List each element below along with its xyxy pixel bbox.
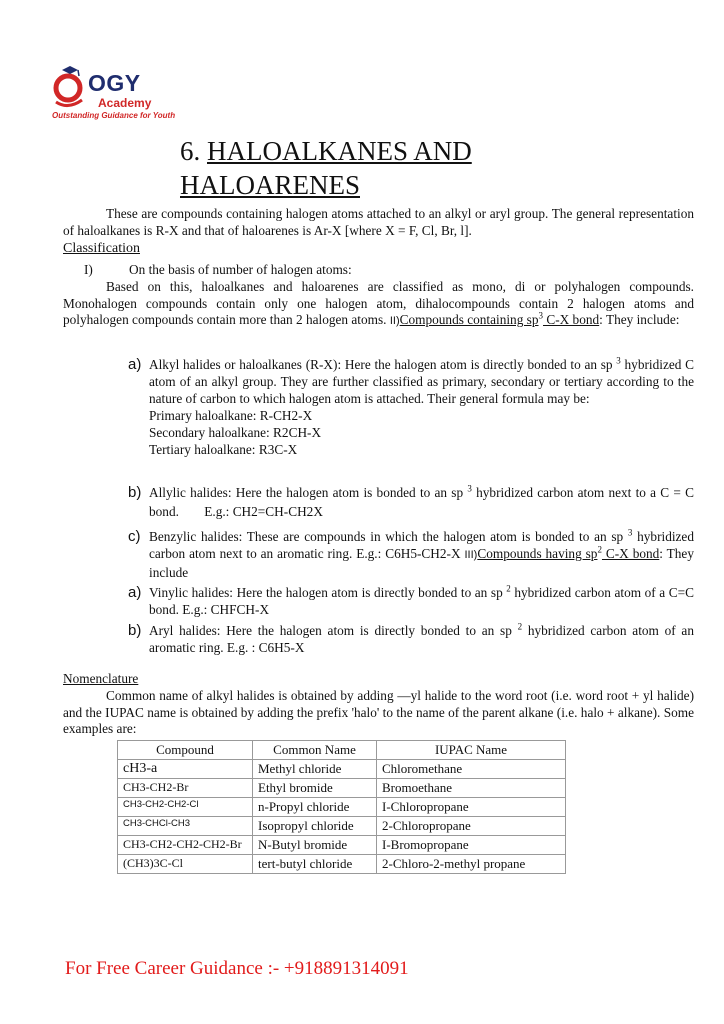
item-sup: 3: [616, 355, 621, 366]
chapter-number: 6.: [180, 136, 207, 166]
chapter-title-line1: HALOALKANES AND: [207, 136, 472, 166]
cell-common-name: Isopropyl chloride: [253, 817, 377, 836]
logo-sub: Academy: [98, 96, 152, 110]
cell-iupac-name: Bromoethane: [377, 779, 566, 798]
item-text-a: Benzylic halides: These are compounds in which the halogen atom is bonded to an sp: [149, 529, 628, 544]
item-label: b): [128, 622, 142, 639]
career-guidance-footer: For Free Career Guidance :- +918891314091: [65, 958, 409, 979]
cell-iupac-name: 2-Chloro-2-methyl propane: [377, 855, 566, 874]
cell-compound: CH3-CH2-Br: [118, 779, 253, 798]
table-row: [118, 779, 566, 798]
table-row: [118, 798, 566, 817]
col-header-compound: Compound: [118, 741, 253, 760]
intro-paragraph: These are compounds containing halogen atoms attached to an alkyl or aryl group. The general representation of haloalkanes is R-X and that of haloarenes is Ar-X [where X = F, Cl, Br, l].: [63, 206, 694, 238]
sp3-item-a: [128, 356, 694, 458]
formula-tertiary: Tertiary haloalkane: R3C-X: [149, 442, 298, 457]
point-1-label: I): [84, 262, 93, 277]
cell-compound: CH3-CH2-CH2-CH2-Br: [118, 836, 253, 855]
item-text-a: Aryl halides: Here the halogen atom is directly bonded to an sp: [149, 623, 518, 638]
cell-common-name: N-Butyl bromide: [253, 836, 377, 855]
cell-compound: CH3-CHCl-CH3: [118, 817, 253, 836]
item-sup: 3: [467, 483, 472, 494]
sp2-item-a: [128, 584, 694, 618]
classification-paragraph: [63, 279, 694, 330]
point-3-heading-a: Compounds having sp: [477, 546, 598, 561]
item-text-b: hybridized carbon atom next to a C = C bond.: [149, 485, 695, 519]
cell-iupac-name: I-Chloropropane: [377, 798, 566, 817]
item-example: E.g.: CH2=CH-CH2X: [204, 504, 323, 519]
sp2-item-b: [128, 622, 694, 656]
cell-iupac-name: 2-Chloropropane: [377, 817, 566, 836]
cell-compound: cH3-a: [118, 760, 253, 779]
point-3-label: III): [464, 549, 478, 561]
nomenclature-heading: Nomenclature: [63, 671, 139, 686]
point-2-after: :: [599, 312, 603, 327]
point-3-heading-b: C-X bond: [601, 546, 660, 561]
they-include-text: They include:: [605, 312, 680, 327]
item-text-b: hybridized carbon atom next to an aromatic ring. E.g.: C6H5-CH2-X: [149, 529, 694, 561]
item-label: a): [128, 356, 142, 373]
item-sup: 3: [627, 527, 633, 538]
col-header-common-name: Common Name: [253, 741, 377, 760]
formula-primary: Primary haloalkane: R-CH2-X: [149, 408, 313, 423]
item-label: b): [128, 484, 142, 501]
sp3-item-b: [128, 483, 694, 521]
classification-para-text: Based on this, haloalkanes and haloarenes are classified as mono, di or polyhalogen compounds. Monohalogen compounds contain only one halogen atom, dihalocompounds contain 2 halogen atoms and polyhalogen compounds contain more than 2 halogen atoms.: [63, 279, 694, 327]
chapter-title-line2: HALOARENES: [180, 170, 360, 200]
logo-tagline: Outstanding Guidance for Youth: [52, 111, 176, 120]
sp3-item-c: [128, 528, 694, 581]
chapter-title: [180, 134, 472, 202]
item-text-a: Alkyl halides or haloalkanes (R-X): Here the halogen atom is directly bonded to an sp: [149, 357, 617, 372]
formula-secondary: Secondary haloalkane: R2CH-X: [149, 425, 322, 440]
item-text-a: Allylic halides: Here the halogen atom is bonded to an sp: [149, 485, 468, 500]
item-sup: 2: [517, 621, 523, 632]
item-sup: 2: [506, 583, 511, 594]
item-label: a): [128, 584, 142, 601]
cell-compound: CH3-CH2-CH2-Cl: [118, 798, 253, 817]
cell-compound: (CH3)3C-Cl: [118, 855, 253, 874]
item-text-b: hybridized carbon atom of an aromatic ring. E.g. : C6H5-X: [149, 623, 694, 655]
point-2-heading-a: Compounds containing sp: [399, 312, 539, 327]
point-2-label: II): [389, 315, 400, 327]
cell-iupac-name: Chloromethane: [377, 760, 566, 779]
cell-common-name: n-Propyl chloride: [253, 798, 377, 817]
logo-mark-icon: [52, 66, 88, 110]
classification-heading: Classification: [63, 241, 140, 256]
point-2-heading-b: C-X bond: [543, 312, 600, 327]
cell-common-name: tert-butyl chloride: [253, 855, 377, 874]
table-row: [118, 836, 566, 855]
table-row: [118, 760, 566, 779]
item-text-a: Vinylic halides: Here the halogen atom is directly bonded to an sp: [149, 585, 507, 600]
examples-table: [117, 740, 566, 874]
point-3-after: : They include: [149, 546, 694, 580]
point-1-text: On the basis of number of halogen atoms:: [129, 262, 352, 277]
item-label: c): [128, 528, 141, 545]
cell-common-name: Methyl chloride: [253, 760, 377, 779]
ogy-academy-logo: [52, 66, 176, 128]
logo-name: OGY: [88, 70, 141, 96]
table-row: [118, 855, 566, 874]
table-header-row: [118, 741, 566, 760]
col-header-iupac-name: IUPAC Name: [377, 741, 566, 760]
cell-common-name: Ethyl bromide: [253, 779, 377, 798]
cell-iupac-name: I-Bromopropane: [377, 836, 566, 855]
table-row: [118, 817, 566, 836]
point-2-sup: 3: [538, 310, 543, 321]
nomenclature-paragraph: Common name of alkyl halides is obtained by adding —yl halide to the word root (i.e. word root + yl halide) and the IUPAC name is obtained by adding the prefix 'halo' to the name of the parent alkane (i.e. halo + alkane). Some examples are:: [63, 688, 694, 736]
item-text-b: hybridized carbon atom of a C=C bond. E.g.: CHFCH-X: [149, 585, 694, 617]
item-text-b: hybridized C atom of an alkyl group. They are further classified as primary, secondary or tertiary according to the nature of carbon to which halogen atom is attached. Their general formula may be:: [149, 357, 694, 406]
point-3-sup: 2: [597, 544, 602, 555]
